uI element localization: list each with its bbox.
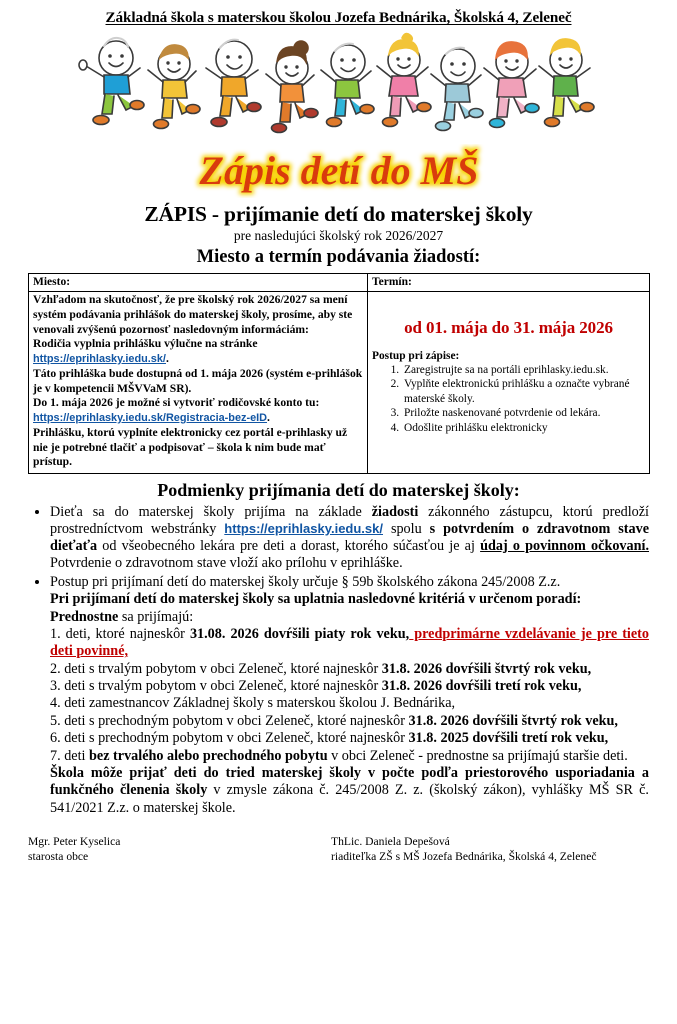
c4-pre: 4. deti zamestnancov Základnej školy s materskou školou J. Bednárika, [50,695,456,712]
conditions-heading: Podmienky prijímania detí do materskej školy: [157,479,520,500]
svg-text:Zápis detí do MŠ: Zápis detí do MŠ [199,148,478,194]
page-subtitle: pre nasledujúci školský rok 2026/2027 [233,228,444,244]
notice-paragraph-3: Táto prihláška bude dostupná od 1. mája 2026 (systém e-prihlášok je v kompetencii MŠVVaM SR). [33,366,363,395]
c6-bold: 31.8. 2025 dovŕšili tretí rok veku, [408,730,609,747]
steps-heading: Postup pri zápise: [372,350,460,363]
conditions-list [28,504,649,818]
criteria-item-3 [50,678,649,695]
notice-p4-post: . [267,410,270,424]
school-title: Základná škola s materskou školou Jozefa Bednárika, Školská 4, Zeleneč [105,9,572,26]
b1-text-3: zákonného zástupcu, ktorú predloží prostredníctvom webstránky [50,503,649,537]
c7-bold: bez trvalého alebo prechodného pobytu [89,747,328,764]
c1-bold: 31.08. 2026 dovŕšili piaty rok veku, [189,625,410,642]
c3-pre: 3. deti s trvalým pobytom v obci Zeleneč, ktoré najneskôr [50,678,382,695]
condition-bullet-2 [50,574,649,817]
criteria-item-2 [50,661,649,678]
closing-bold: Škola môže prijať deti do tried materskej školy v počte podľa priestorového usporiadania a funkčného členenia školy [50,765,649,799]
c2-pre: 2. deti s trvalým pobytom v obci Zeleneč, ktoré najneskôr [50,660,382,677]
mayor-role: starosta obce [28,850,89,864]
jumping-children-illustration [74,32,604,150]
zapis-banner-word [28,144,649,200]
eprihlasky-registration-link[interactable]: https://eprihlasky.iedu.sk/Registracia-bez-eID [33,411,268,424]
step-item: 3. Priložte naskenované potvrdenie od lekára. [402,406,645,420]
b1-text-1: Dieťa sa do materskej školy prijíma na základe [50,503,372,520]
b1-text-8: Potvrdenie o zdravotnom stave vloží ako prílohu v eprihláške. [50,555,403,572]
notice-paragraph-2 [33,337,363,367]
b1-ockovanie: údaj o povinnom očkovaní. [480,538,650,555]
notice-paragraph-4 [33,396,363,426]
c1-pre: 1. deti, ktoré najneskôr [50,625,190,642]
criteria-item-4 [50,695,649,712]
criteria-intro: Pri prijímaní detí do materskej školy sa uplatnia nasledovné kritériá v určenom poradí: [50,591,582,608]
notice-paragraph-1: Vzhľadom na skutočnosť, že pre školský rok 2026/2027 sa mení systém podávania prihlášok do materskej školy, prosíme, aby ste venovali zvýšenú pozornosť nasledovným informáciám: [33,293,353,336]
signature-left [28,834,331,864]
criteria-item-6 [50,730,649,747]
prednostne-bold: Prednostne [50,608,119,625]
table-header-row [29,273,650,292]
notice-paragraph-5: Prihlášku, ktorú vyplníte elektronicky cez portál e-prihlasky už nie je potrebné tlačiť a podpisovať – škola k nim bude mať prístup. [33,425,348,469]
c5-pre: 5. deti s prechodným pobytom v obci Zeleneč, ktoré najneskôr [50,712,409,729]
c7-post: v obci Zeleneč - prednostne sa prijímajú staršie deti. [327,747,628,764]
c6-pre: 6. deti s prechodným pobytom v obci Zeleneč, ktoré najneskôr [50,730,409,747]
signature-block [28,834,649,864]
miesto-cell [29,292,368,474]
column-header-termin: Termín: [368,273,650,292]
prednostne-rest: sa prijímajú: [118,608,194,625]
eprihlasky-link-1[interactable]: https://eprihlasky.iedu.sk/ [33,352,166,365]
step-item: 2. Vyplňte elektronickú prihlášku a označte vybrané materské školy. [402,377,645,406]
mayor-name: Mgr. Peter Kyselica [28,835,121,849]
notice-p2-pre: Rodičia vyplnia prihlášku výlučne na stránke [33,337,258,351]
criteria-item-5 [50,713,649,730]
page-title: ZÁPIS - prijímanie detí do materskej školy [144,202,533,227]
signature-right [331,834,649,864]
place-term-heading: Miesto a termín podávania žiadostí: [196,247,481,268]
c2-bold: 31.8. 2026 dovŕšili štvrtý rok veku, [381,660,592,677]
c7-pre: 7. deti [50,747,90,764]
c1-red-highlight: predprimárne vzdelávanie je pre tieto deti povinné, [50,625,649,660]
c5-bold: 31.8. 2026 dovŕšili štvrtý rok veku, [408,712,618,729]
place-and-term-table [28,273,650,474]
criteria-item-1 [50,626,649,661]
step-item: 1. Zaregistrujte sa na portáli eprihlasky.iedu.sk. [402,363,645,377]
b1-text-6: od všeobecného lekára pre deti a dorast, ktorého súčasťou je aj [97,538,481,555]
termin-cell [368,292,650,474]
director-role: riaditeľka ZŠ s MŠ Jozefa Bednárika, Školská 4, Zeleneč [331,850,597,864]
director-name: ThLic. Daniela Depešová [331,835,450,849]
b2-text-1: Postup pri prijímaní detí do materskej školy určuje § 59b školského zákona 245/2008 Z.z. [50,573,561,590]
condition-bullet-1 [50,504,649,573]
notice-p2-post: . [165,351,169,365]
prednostne-line [50,609,649,626]
criteria-item-7 [50,748,649,765]
c3-bold: 31.8. 2026 dovŕšili tretí rok veku, [381,678,582,695]
step-item: 4. Odošlite prihlášku elektronicky [402,421,645,435]
table-body-row [29,292,650,474]
eprihlasky-link-2[interactable]: https://eprihlasky.iedu.sk/ [224,520,383,536]
closing-rest: v zmysle zákona č. 245/2008 Z. z. (školský zákon), vyhlášky MŠ SR č. 541/2021 Z.z. o materskej škole. [50,782,649,816]
notice-p4-pre: Do 1. mája 2026 je možné si vytvoriť rodičovské konto tu: [33,396,320,410]
b1-text-4: spolu [383,520,430,537]
enrollment-steps-list [372,363,645,435]
b1-potvrdenie: s potvrdením o zdravotnom stave dieťaťa [50,520,650,555]
b1-ziadosti: žiadosti [371,503,419,520]
closing-paragraph [50,765,649,817]
column-header-miesto: Miesto: [29,273,368,292]
enrollment-date-range: od 01. mája do 31. mája 2026 [404,318,613,338]
